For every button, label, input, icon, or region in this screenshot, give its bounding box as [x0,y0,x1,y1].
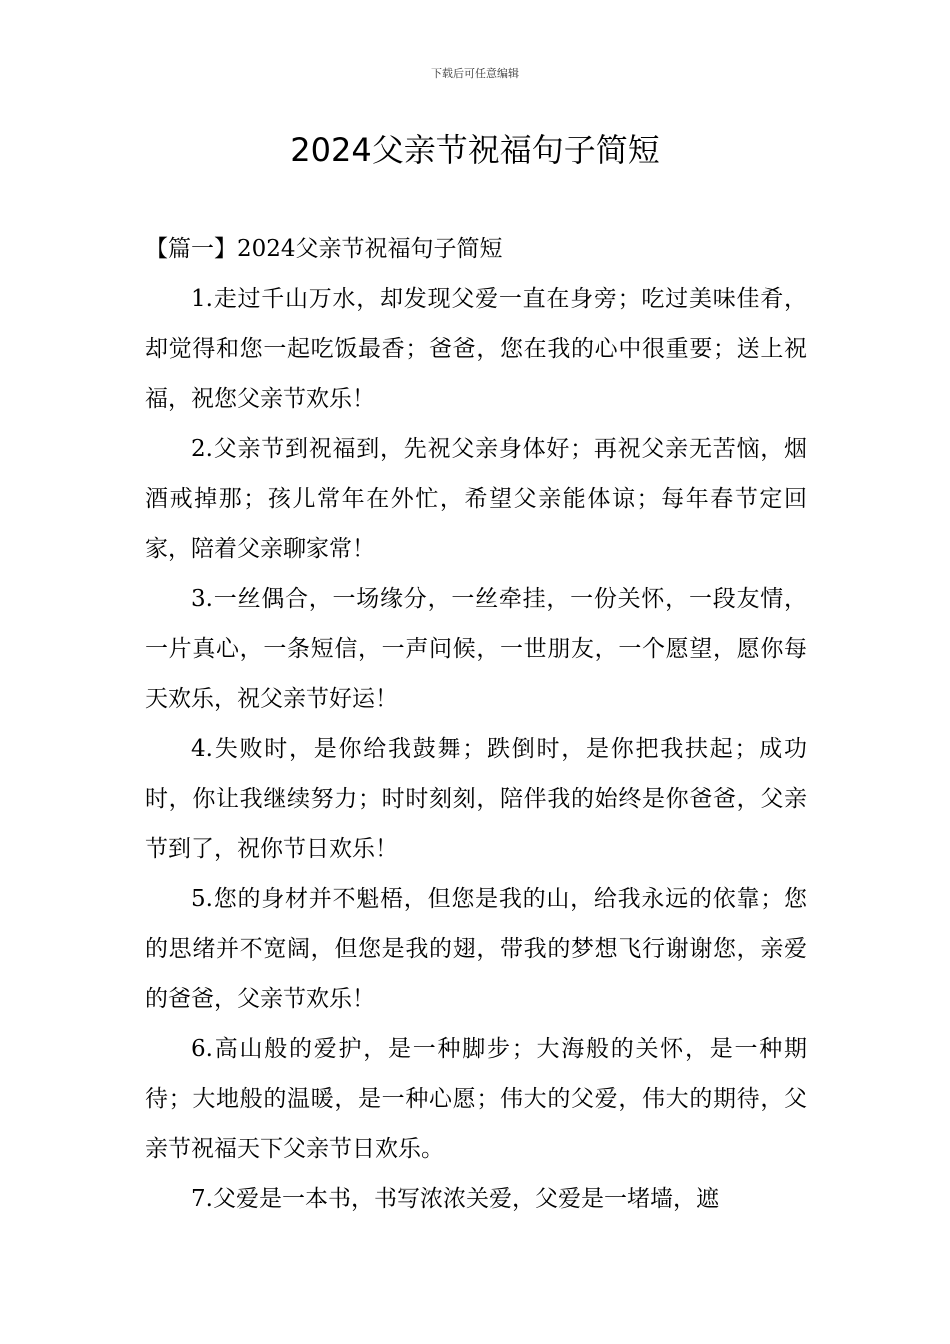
document-body [145,224,807,1224]
paragraph-5: 5.您的身材并不魁梧，但您是我的山，给我永远的依靠；您的思绪并不宽阔，但您是我的翅，带我的梦想飞行谢谢您，亲爱的爸爸，父亲节欢乐！ [145,886,807,1012]
document-title: 2024父亲节祝福句子简短 [290,131,660,169]
paragraph-4: 4.失败时，是你给我鼓舞；跌倒时，是你把我扶起；成功时，你让我继续努力；时时刻刻，陪伴我的始终是你爸爸，父亲节到了，祝你节日欢乐！ [145,736,807,862]
header-note: 下载后可任意编辑 [431,67,519,80]
paragraph-1: 1.走过千山万水，却发现父爱一直在身旁；吃过美味佳肴，却觉得和您一起吃饭最香；爸爸，您在我的心中很重要；送上祝福，祝您父亲节欢乐！ [145,286,807,412]
paragraph-6: 6.高山般的爱护，是一种脚步；大海般的关怀，是一种期待；大地般的温暖，是一种心愿；伟大的父爱，伟大的期待，父亲节祝福天下父亲节日欢乐。 [145,1036,807,1162]
section-heading: 【篇一】2024父亲节祝福句子简短 [145,236,503,262]
paragraph-3: 3.一丝偶合，一场缘分，一丝牵挂，一份关怀，一段友情，一片真心，一条短信，一声问候，一世朋友，一个愿望，愿你每天欢乐，祝父亲节好运！ [145,586,807,712]
paragraph-7: 7.父爱是一本书，书写浓浓关爱，父爱是一堵墙，遮 [191,1186,719,1212]
paragraph-2: 2.父亲节到祝福到，先祝父亲身体好；再祝父亲无苦恼，烟酒戒掉那；孩儿常年在外忙，希望父亲能体谅；每年春节定回家，陪着父亲聊家常！ [145,436,807,562]
